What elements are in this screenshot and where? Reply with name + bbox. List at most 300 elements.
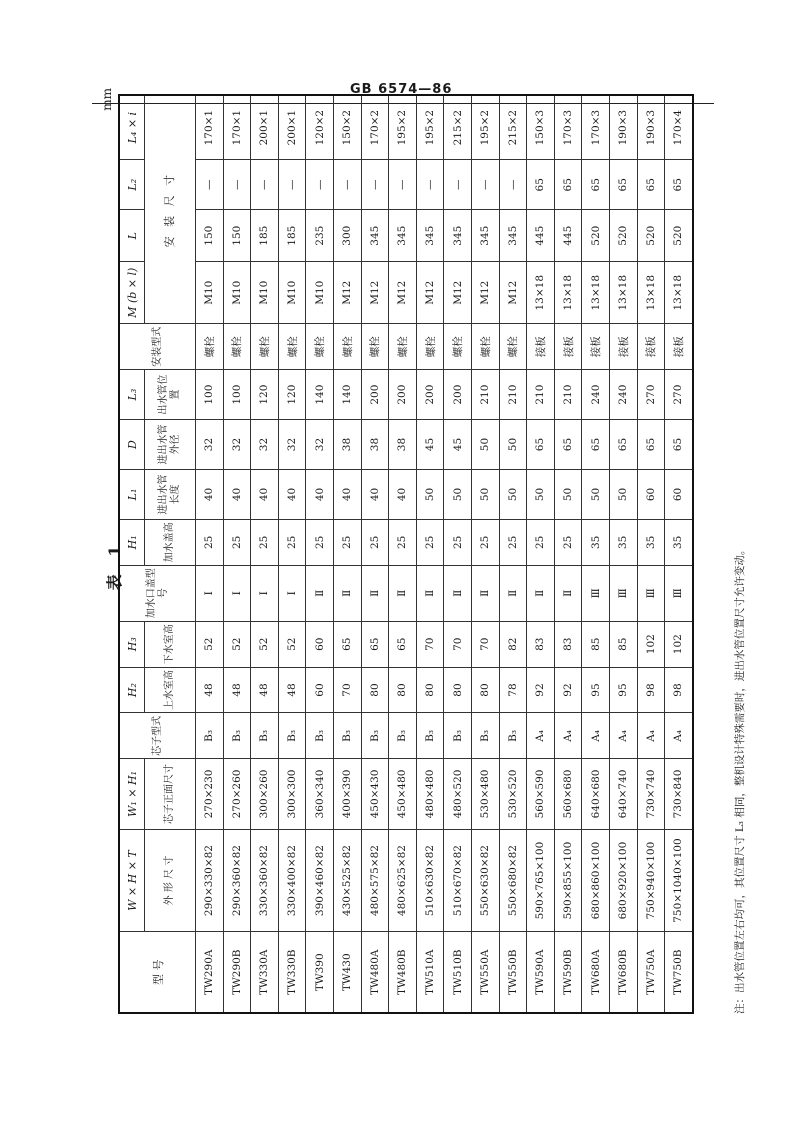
- cell-outlet-position: 240: [582, 370, 610, 420]
- cell-pipe-od: 65: [554, 420, 582, 470]
- cell-pipe-length: 50: [444, 469, 472, 519]
- cell-mount-l: 345: [499, 210, 527, 262]
- header-sym-h2: H₂: [119, 667, 145, 713]
- cell-mount-l4i: 215×2: [499, 95, 527, 160]
- cell-cap-type: Ⅱ: [444, 565, 472, 621]
- cell-outer-dims: 390×460×82: [306, 829, 334, 932]
- cell-pipe-od: 32: [251, 420, 279, 470]
- cell-upper-tank: 98: [665, 667, 693, 713]
- cell-mount-l2: —: [471, 160, 499, 210]
- cell-core-type: B₃: [333, 713, 361, 759]
- cell-cap-height: 25: [471, 519, 499, 565]
- cell-outer-dims: 330×360×82: [251, 829, 279, 932]
- cell-mount-bolt: M12: [444, 262, 472, 324]
- cell-upper-tank: 80: [471, 667, 499, 713]
- cell-cap-type: Ⅱ: [416, 565, 444, 621]
- cell-outer-dims: 510×670×82: [444, 829, 472, 932]
- table-row: [333, 95, 361, 1013]
- cell-core-face: 480×480: [416, 759, 444, 829]
- cell-outlet-position: 210: [554, 370, 582, 420]
- cell-mount-type: 螺栓: [251, 324, 279, 370]
- table-row: [223, 95, 251, 1013]
- cell-outlet-position: 270: [665, 370, 693, 420]
- cell-pipe-od: 38: [389, 420, 417, 470]
- cell-mount-bolt: M12: [389, 262, 417, 324]
- cell-pipe-length: 50: [527, 469, 555, 519]
- spec-table: [118, 94, 694, 1014]
- cell-pipe-od: 65: [527, 420, 555, 470]
- cell-outer-dims: 290×330×82: [196, 829, 224, 932]
- cell-cap-type: Ⅰ: [223, 565, 251, 621]
- cell-core-face: 640×740: [609, 759, 637, 829]
- cell-mount-bolt: 13×18: [582, 262, 610, 324]
- header-desc-upper-tank: 上水室高: [145, 667, 196, 713]
- cell-lower-tank: 52: [251, 621, 279, 667]
- cell-core-type: B₃: [251, 713, 279, 759]
- cell-outlet-position: 210: [527, 370, 555, 420]
- cell-cap-height: 25: [361, 519, 389, 565]
- cell-mount-l: 235: [306, 210, 334, 262]
- cell-pipe-od: 32: [278, 420, 306, 470]
- cell-outer-dims: 430×525×82: [333, 829, 361, 932]
- cell-model: TW290B: [223, 932, 251, 1013]
- cell-outlet-position: 140: [306, 370, 334, 420]
- header-sym-h3: H₃: [119, 621, 145, 667]
- cell-core-type: B₃: [389, 713, 417, 759]
- cell-pipe-length: 40: [278, 469, 306, 519]
- cell-cap-height: 35: [609, 519, 637, 565]
- cell-core-face: 730×840: [665, 759, 693, 829]
- cell-core-face: 300×300: [278, 759, 306, 829]
- cell-upper-tank: 95: [609, 667, 637, 713]
- table-row: [582, 95, 610, 1013]
- cell-model: TW330B: [278, 932, 306, 1013]
- cell-lower-tank: 83: [527, 621, 555, 667]
- cell-cap-type: Ⅰ: [278, 565, 306, 621]
- cell-mount-bolt: M12: [361, 262, 389, 324]
- cell-mount-l4i: 215×2: [444, 95, 472, 160]
- cell-mount-l: 345: [471, 210, 499, 262]
- cell-mount-type: 螺栓: [361, 324, 389, 370]
- cell-mount-type: 接板: [665, 324, 693, 370]
- cell-mount-l4i: 120×2: [306, 95, 334, 160]
- table-row: [251, 95, 279, 1013]
- cell-lower-tank: 65: [389, 621, 417, 667]
- cell-core-face: 730×740: [637, 759, 665, 829]
- cell-mount-l4i: 170×3: [582, 95, 610, 160]
- cell-upper-tank: 48: [196, 667, 224, 713]
- cell-cap-height: 25: [499, 519, 527, 565]
- cell-mount-type: 螺栓: [196, 324, 224, 370]
- cell-mount-l2: 65: [554, 160, 582, 210]
- cell-mount-l2: 65: [665, 160, 693, 210]
- cell-outlet-position: 120: [251, 370, 279, 420]
- cell-outlet-position: 210: [499, 370, 527, 420]
- cell-core-face: 400×390: [333, 759, 361, 829]
- cell-mount-type: 螺栓: [471, 324, 499, 370]
- header-desc-outlet-pos: 出水管位置: [145, 370, 196, 420]
- cell-pipe-length: 40: [306, 469, 334, 519]
- header-mount-type: 安装型式: [119, 324, 196, 370]
- cell-outer-dims: 550×630×82: [471, 829, 499, 932]
- cell-mount-type: 接板: [582, 324, 610, 370]
- cell-mount-l2: 65: [609, 160, 637, 210]
- cell-core-type: B₃: [223, 713, 251, 759]
- cell-core-face: 480×520: [444, 759, 472, 829]
- header-desc-core-face: 芯子正面尺寸: [145, 759, 196, 829]
- cell-mount-l2: —: [416, 160, 444, 210]
- cell-lower-tank: 102: [637, 621, 665, 667]
- cell-core-type: A₄: [527, 713, 555, 759]
- table-row: [665, 95, 693, 1013]
- cell-cap-type: Ⅱ: [333, 565, 361, 621]
- cell-mount-l4i: 150×2: [333, 95, 361, 160]
- cell-mount-type: 螺栓: [333, 324, 361, 370]
- cell-upper-tank: 78: [499, 667, 527, 713]
- cell-pipe-length: 50: [471, 469, 499, 519]
- cell-mount-l2: —: [196, 160, 224, 210]
- cell-model: TW550B: [499, 932, 527, 1013]
- cell-mount-l: 520: [609, 210, 637, 262]
- cell-cap-type: Ⅲ: [665, 565, 693, 621]
- cell-upper-tank: 80: [389, 667, 417, 713]
- cell-outlet-position: 210: [471, 370, 499, 420]
- cell-outer-dims: 290×360×82: [223, 829, 251, 932]
- cell-mount-l: 345: [361, 210, 389, 262]
- header-sym-l2: L₂: [119, 160, 145, 210]
- cell-core-face: 560×680: [554, 759, 582, 829]
- cell-mount-bolt: M10: [223, 262, 251, 324]
- cell-outer-dims: 480×575×82: [361, 829, 389, 932]
- table-row: [471, 95, 499, 1013]
- table-row: [444, 95, 472, 1013]
- cell-core-face: 270×230: [196, 759, 224, 829]
- cell-core-type: B₃: [278, 713, 306, 759]
- cell-core-face: 530×480: [471, 759, 499, 829]
- header-sym-l1: L₁: [119, 469, 145, 519]
- cell-lower-tank: 65: [333, 621, 361, 667]
- cell-cap-height: 25: [554, 519, 582, 565]
- cell-mount-bolt: M12: [499, 262, 527, 324]
- cell-mount-l2: —: [361, 160, 389, 210]
- header-sym-l4i: L₄ × i: [119, 95, 145, 160]
- cell-mount-l4i: 170×1: [196, 95, 224, 160]
- cell-mount-bolt: 13×18: [527, 262, 555, 324]
- header-sym-h1: H₁: [119, 519, 145, 565]
- cell-mount-l2: 65: [637, 160, 665, 210]
- cell-lower-tank: 52: [278, 621, 306, 667]
- table-row: [361, 95, 389, 1013]
- cell-mount-l4i: 170×2: [361, 95, 389, 160]
- cell-lower-tank: 82: [499, 621, 527, 667]
- cell-pipe-od: 38: [333, 420, 361, 470]
- cell-mount-bolt: 13×18: [554, 262, 582, 324]
- cell-model: TW330A: [251, 932, 279, 1013]
- cell-core-type: A₄: [665, 713, 693, 759]
- table-row: [278, 95, 306, 1013]
- cell-mount-l4i: 190×3: [609, 95, 637, 160]
- cell-pipe-od: 38: [361, 420, 389, 470]
- cell-mount-bolt: M10: [306, 262, 334, 324]
- cell-mount-l: 185: [251, 210, 279, 262]
- cell-outlet-position: 240: [609, 370, 637, 420]
- cell-core-type: B₃: [361, 713, 389, 759]
- cell-upper-tank: 95: [582, 667, 610, 713]
- cell-mount-type: 螺栓: [416, 324, 444, 370]
- cell-model: TW290A: [196, 932, 224, 1013]
- cell-core-face: 560×590: [527, 759, 555, 829]
- cell-pipe-length: 60: [637, 469, 665, 519]
- cell-outer-dims: 680×860×100: [582, 829, 610, 932]
- header-sym-outer: W × H × T: [119, 829, 145, 932]
- cell-outlet-position: 120: [278, 370, 306, 420]
- cell-mount-l4i: 150×3: [527, 95, 555, 160]
- cell-cap-height: 25: [223, 519, 251, 565]
- cell-upper-tank: 80: [444, 667, 472, 713]
- cell-mount-l: 345: [416, 210, 444, 262]
- cell-mount-l4i: 200×1: [251, 95, 279, 160]
- cell-pipe-od: 32: [306, 420, 334, 470]
- cell-pipe-length: 40: [196, 469, 224, 519]
- cell-mount-type: 接板: [554, 324, 582, 370]
- cell-core-face: 300×260: [251, 759, 279, 829]
- cell-cap-type: Ⅱ: [361, 565, 389, 621]
- cell-core-type: B₃: [196, 713, 224, 759]
- standard-code: GB 6574—86: [350, 82, 453, 97]
- cell-mount-l: 300: [333, 210, 361, 262]
- cell-cap-height: 25: [196, 519, 224, 565]
- cell-pipe-od: 32: [196, 420, 224, 470]
- cell-cap-height: 25: [333, 519, 361, 565]
- cell-mount-type: 螺栓: [223, 324, 251, 370]
- header-desc-mount-dims: 安 装 尺 寸: [145, 95, 196, 324]
- cell-pipe-length: 50: [416, 469, 444, 519]
- cell-outlet-position: 200: [416, 370, 444, 420]
- cell-pipe-od: 65: [609, 420, 637, 470]
- cell-mount-l: 445: [554, 210, 582, 262]
- cell-model: TW510A: [416, 932, 444, 1013]
- cell-cap-height: 35: [665, 519, 693, 565]
- header-desc-pipe-od: 进出水管外径: [145, 420, 196, 470]
- cell-mount-bolt: 13×18: [637, 262, 665, 324]
- cell-model: TW550A: [471, 932, 499, 1013]
- cell-core-type: B₃: [499, 713, 527, 759]
- cell-mount-l2: —: [389, 160, 417, 210]
- cell-core-type: B₃: [416, 713, 444, 759]
- cell-model: TW480B: [389, 932, 417, 1013]
- cell-pipe-length: 50: [499, 469, 527, 519]
- cell-lower-tank: 102: [665, 621, 693, 667]
- header-sym-mbl: M (b × l): [119, 262, 145, 324]
- cell-outer-dims: 750×1040×100: [665, 829, 693, 932]
- cell-mount-type: 螺栓: [444, 324, 472, 370]
- cell-outlet-position: 140: [333, 370, 361, 420]
- cell-cap-height: 35: [582, 519, 610, 565]
- cell-outlet-position: 200: [361, 370, 389, 420]
- cell-mount-l4i: 195×2: [389, 95, 417, 160]
- cell-upper-tank: 48: [223, 667, 251, 713]
- cell-pipe-length: 40: [333, 469, 361, 519]
- cell-outlet-position: 100: [196, 370, 224, 420]
- cell-model: TW590B: [554, 932, 582, 1013]
- cell-mount-l2: —: [306, 160, 334, 210]
- cell-mount-l4i: 170×3: [554, 95, 582, 160]
- cell-cap-type: Ⅱ: [389, 565, 417, 621]
- header-sym-d: D: [119, 420, 145, 470]
- header-desc-cap-height: 加水盖高: [145, 519, 196, 565]
- cell-mount-l2: —: [278, 160, 306, 210]
- cell-cap-height: 25: [416, 519, 444, 565]
- cell-cap-type: Ⅱ: [499, 565, 527, 621]
- cell-cap-height: 25: [389, 519, 417, 565]
- cell-mount-l2: —: [499, 160, 527, 210]
- header-cap-type: 加水口盖型号: [119, 565, 196, 621]
- cell-mount-l: 150: [196, 210, 224, 262]
- table-row: [554, 95, 582, 1013]
- cell-upper-tank: 48: [251, 667, 279, 713]
- cell-mount-bolt: M12: [471, 262, 499, 324]
- table-row: [527, 95, 555, 1013]
- cell-model: TW750B: [665, 932, 693, 1013]
- cell-mount-l2: —: [333, 160, 361, 210]
- cell-cap-type: Ⅱ: [527, 565, 555, 621]
- cell-mount-bolt: 13×18: [665, 262, 693, 324]
- cell-lower-tank: 52: [223, 621, 251, 667]
- cell-pipe-od: 65: [665, 420, 693, 470]
- cell-core-face: 450×430: [361, 759, 389, 829]
- cell-mount-type: 螺栓: [389, 324, 417, 370]
- cell-pipe-od: 50: [471, 420, 499, 470]
- table-row: [416, 95, 444, 1013]
- cell-lower-tank: 65: [361, 621, 389, 667]
- cell-mount-l4i: 195×2: [471, 95, 499, 160]
- cell-core-type: A₄: [637, 713, 665, 759]
- cell-outer-dims: 510×630×82: [416, 829, 444, 932]
- header-sym-core-face: W₁ × H₁: [119, 759, 145, 829]
- cell-lower-tank: 83: [554, 621, 582, 667]
- cell-upper-tank: 80: [416, 667, 444, 713]
- cell-mount-l4i: 195×2: [416, 95, 444, 160]
- cell-core-face: 530×520: [499, 759, 527, 829]
- cell-model: TW590A: [527, 932, 555, 1013]
- cell-pipe-length: 40: [361, 469, 389, 519]
- unit-label: mm: [100, 88, 114, 111]
- cell-mount-l: 445: [527, 210, 555, 262]
- cell-core-type: A₄: [609, 713, 637, 759]
- cell-cap-type: Ⅱ: [471, 565, 499, 621]
- cell-mount-bolt: M10: [278, 262, 306, 324]
- cell-core-type: A₄: [582, 713, 610, 759]
- cell-mount-l: 520: [637, 210, 665, 262]
- cell-mount-l: 520: [665, 210, 693, 262]
- cell-model: TW430: [333, 932, 361, 1013]
- cell-cap-height: 25: [278, 519, 306, 565]
- cell-outer-dims: 550×680×82: [499, 829, 527, 932]
- cell-mount-type: 螺栓: [306, 324, 334, 370]
- header-sym-l: L: [119, 210, 145, 262]
- cell-outer-dims: 480×625×82: [389, 829, 417, 932]
- cell-pipe-od: 65: [637, 420, 665, 470]
- cell-pipe-od: 32: [223, 420, 251, 470]
- cell-mount-l2: —: [444, 160, 472, 210]
- table-row: [609, 95, 637, 1013]
- cell-model: TW680B: [609, 932, 637, 1013]
- cell-pipe-od: 45: [444, 420, 472, 470]
- cell-mount-l4i: 200×1: [278, 95, 306, 160]
- cell-upper-tank: 60: [306, 667, 334, 713]
- cell-core-face: 450×480: [389, 759, 417, 829]
- cell-outer-dims: 590×855×100: [554, 829, 582, 932]
- cell-upper-tank: 70: [333, 667, 361, 713]
- cell-outlet-position: 100: [223, 370, 251, 420]
- cell-lower-tank: 85: [609, 621, 637, 667]
- cell-model: TW750A: [637, 932, 665, 1013]
- cell-outer-dims: 330×400×82: [278, 829, 306, 932]
- cell-cap-type: Ⅲ: [582, 565, 610, 621]
- cell-outlet-position: 270: [637, 370, 665, 420]
- table-note: 注：出水管位置左右均可，其位置尺寸 L₃ 相同，整机设计特殊需要时，进出水管位置尺寸允许变动。: [734, 544, 746, 1014]
- cell-mount-l2: 65: [582, 160, 610, 210]
- cell-mount-l4i: 170×4: [665, 95, 693, 160]
- cell-model: TW390: [306, 932, 334, 1013]
- cell-outlet-position: 200: [444, 370, 472, 420]
- cell-mount-l4i: 190×3: [637, 95, 665, 160]
- cell-mount-bolt: M12: [333, 262, 361, 324]
- cell-mount-l2: 65: [527, 160, 555, 210]
- cell-upper-tank: 80: [361, 667, 389, 713]
- cell-mount-bolt: 13×18: [609, 262, 637, 324]
- cell-pipe-length: 50: [582, 469, 610, 519]
- cell-mount-l2: —: [223, 160, 251, 210]
- rotated-table-page: [82, 60, 772, 1050]
- cell-mount-l: 345: [389, 210, 417, 262]
- cell-mount-bolt: M12: [416, 262, 444, 324]
- cell-pipe-length: 50: [554, 469, 582, 519]
- cell-cap-type: Ⅲ: [637, 565, 665, 621]
- header-desc-pipe-len: 进出水管长度: [145, 469, 196, 519]
- cell-lower-tank: 60: [306, 621, 334, 667]
- cell-upper-tank: 48: [278, 667, 306, 713]
- cell-mount-l4i: 170×1: [223, 95, 251, 160]
- cell-upper-tank: 92: [554, 667, 582, 713]
- cell-cap-height: 25: [527, 519, 555, 565]
- cell-outer-dims: 680×920×100: [609, 829, 637, 932]
- cell-core-type: B₃: [444, 713, 472, 759]
- cell-cap-height: 25: [251, 519, 279, 565]
- cell-pipe-od: 65: [582, 420, 610, 470]
- header-sym-l3: L₃: [119, 370, 145, 420]
- table-row: [306, 95, 334, 1013]
- cell-lower-tank: 70: [471, 621, 499, 667]
- cell-mount-l: 150: [223, 210, 251, 262]
- cell-model: TW680A: [582, 932, 610, 1013]
- cell-pipe-length: 40: [251, 469, 279, 519]
- table-title: 表 1: [105, 539, 124, 591]
- cell-core-type: B₃: [306, 713, 334, 759]
- cell-outer-dims: 750×940×100: [637, 829, 665, 932]
- cell-mount-l: 185: [278, 210, 306, 262]
- cell-cap-height: 25: [444, 519, 472, 565]
- table-row: [196, 95, 224, 1013]
- cell-upper-tank: 92: [527, 667, 555, 713]
- cell-cap-type: Ⅲ: [609, 565, 637, 621]
- cell-cap-type: Ⅱ: [306, 565, 334, 621]
- cell-core-face: 270×260: [223, 759, 251, 829]
- cell-mount-l2: —: [251, 160, 279, 210]
- cell-mount-type: 螺栓: [499, 324, 527, 370]
- cell-cap-type: Ⅰ: [196, 565, 224, 621]
- table-row: [389, 95, 417, 1013]
